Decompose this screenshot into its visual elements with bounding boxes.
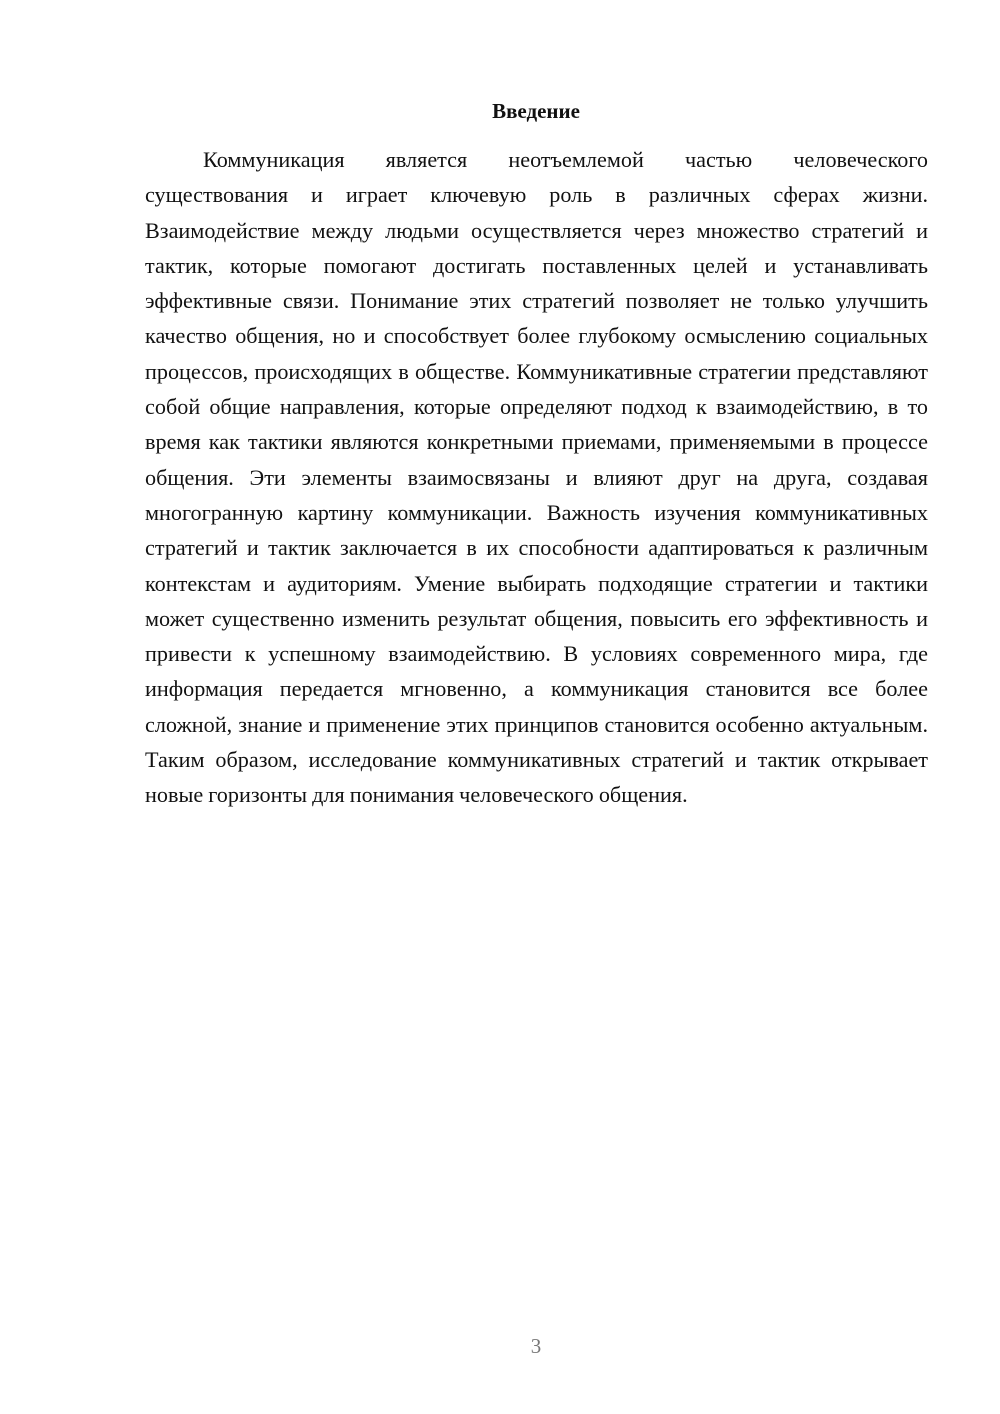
page-number: 3 bbox=[530, 1334, 542, 1358]
body-paragraph: Коммуникация является неотъемлемой частью человеческого существования и играет ключевую роль в различных сферах жизни. Взаимодействие между людьми осуществляется через множество стратегий и тактик, которые помогают достигать поставленных целей и устанавливать эффективные связи. Понимание этих стратегий позволяет не только улучшить качество общения, но и способствует более глубокому осмыслению социальных процессов, происходящих в обществе. Коммуникативные стратегии представляют собой общие направления, которые определяют подход к взаимодействию, в то время как тактики являются конкретными приемами, применяемыми в процессе общения. Эти элементы взаимосвязаны и влияют друг на друга, создавая многогранную картину коммуникации. Важность изучения коммуникативных стратегий и тактик заключается в их способности адаптироваться к различным контекстам и аудиториям. Умение выбирать подходящие стратегии и тактики может существенно изменить результат общения, повысить его эффективность и привести к успешному взаимодействию. В условиях современного мира, где информация передается мгновенно, а коммуникация становится все более сложной, знание и применение этих принципов становится особенно актуальным. Таким образом, исследование коммуникативных стратегий и тактик открывает новые горизонты для понимания человеческого общения. bbox=[145, 147, 928, 808]
section-heading: Введение bbox=[492, 99, 580, 123]
